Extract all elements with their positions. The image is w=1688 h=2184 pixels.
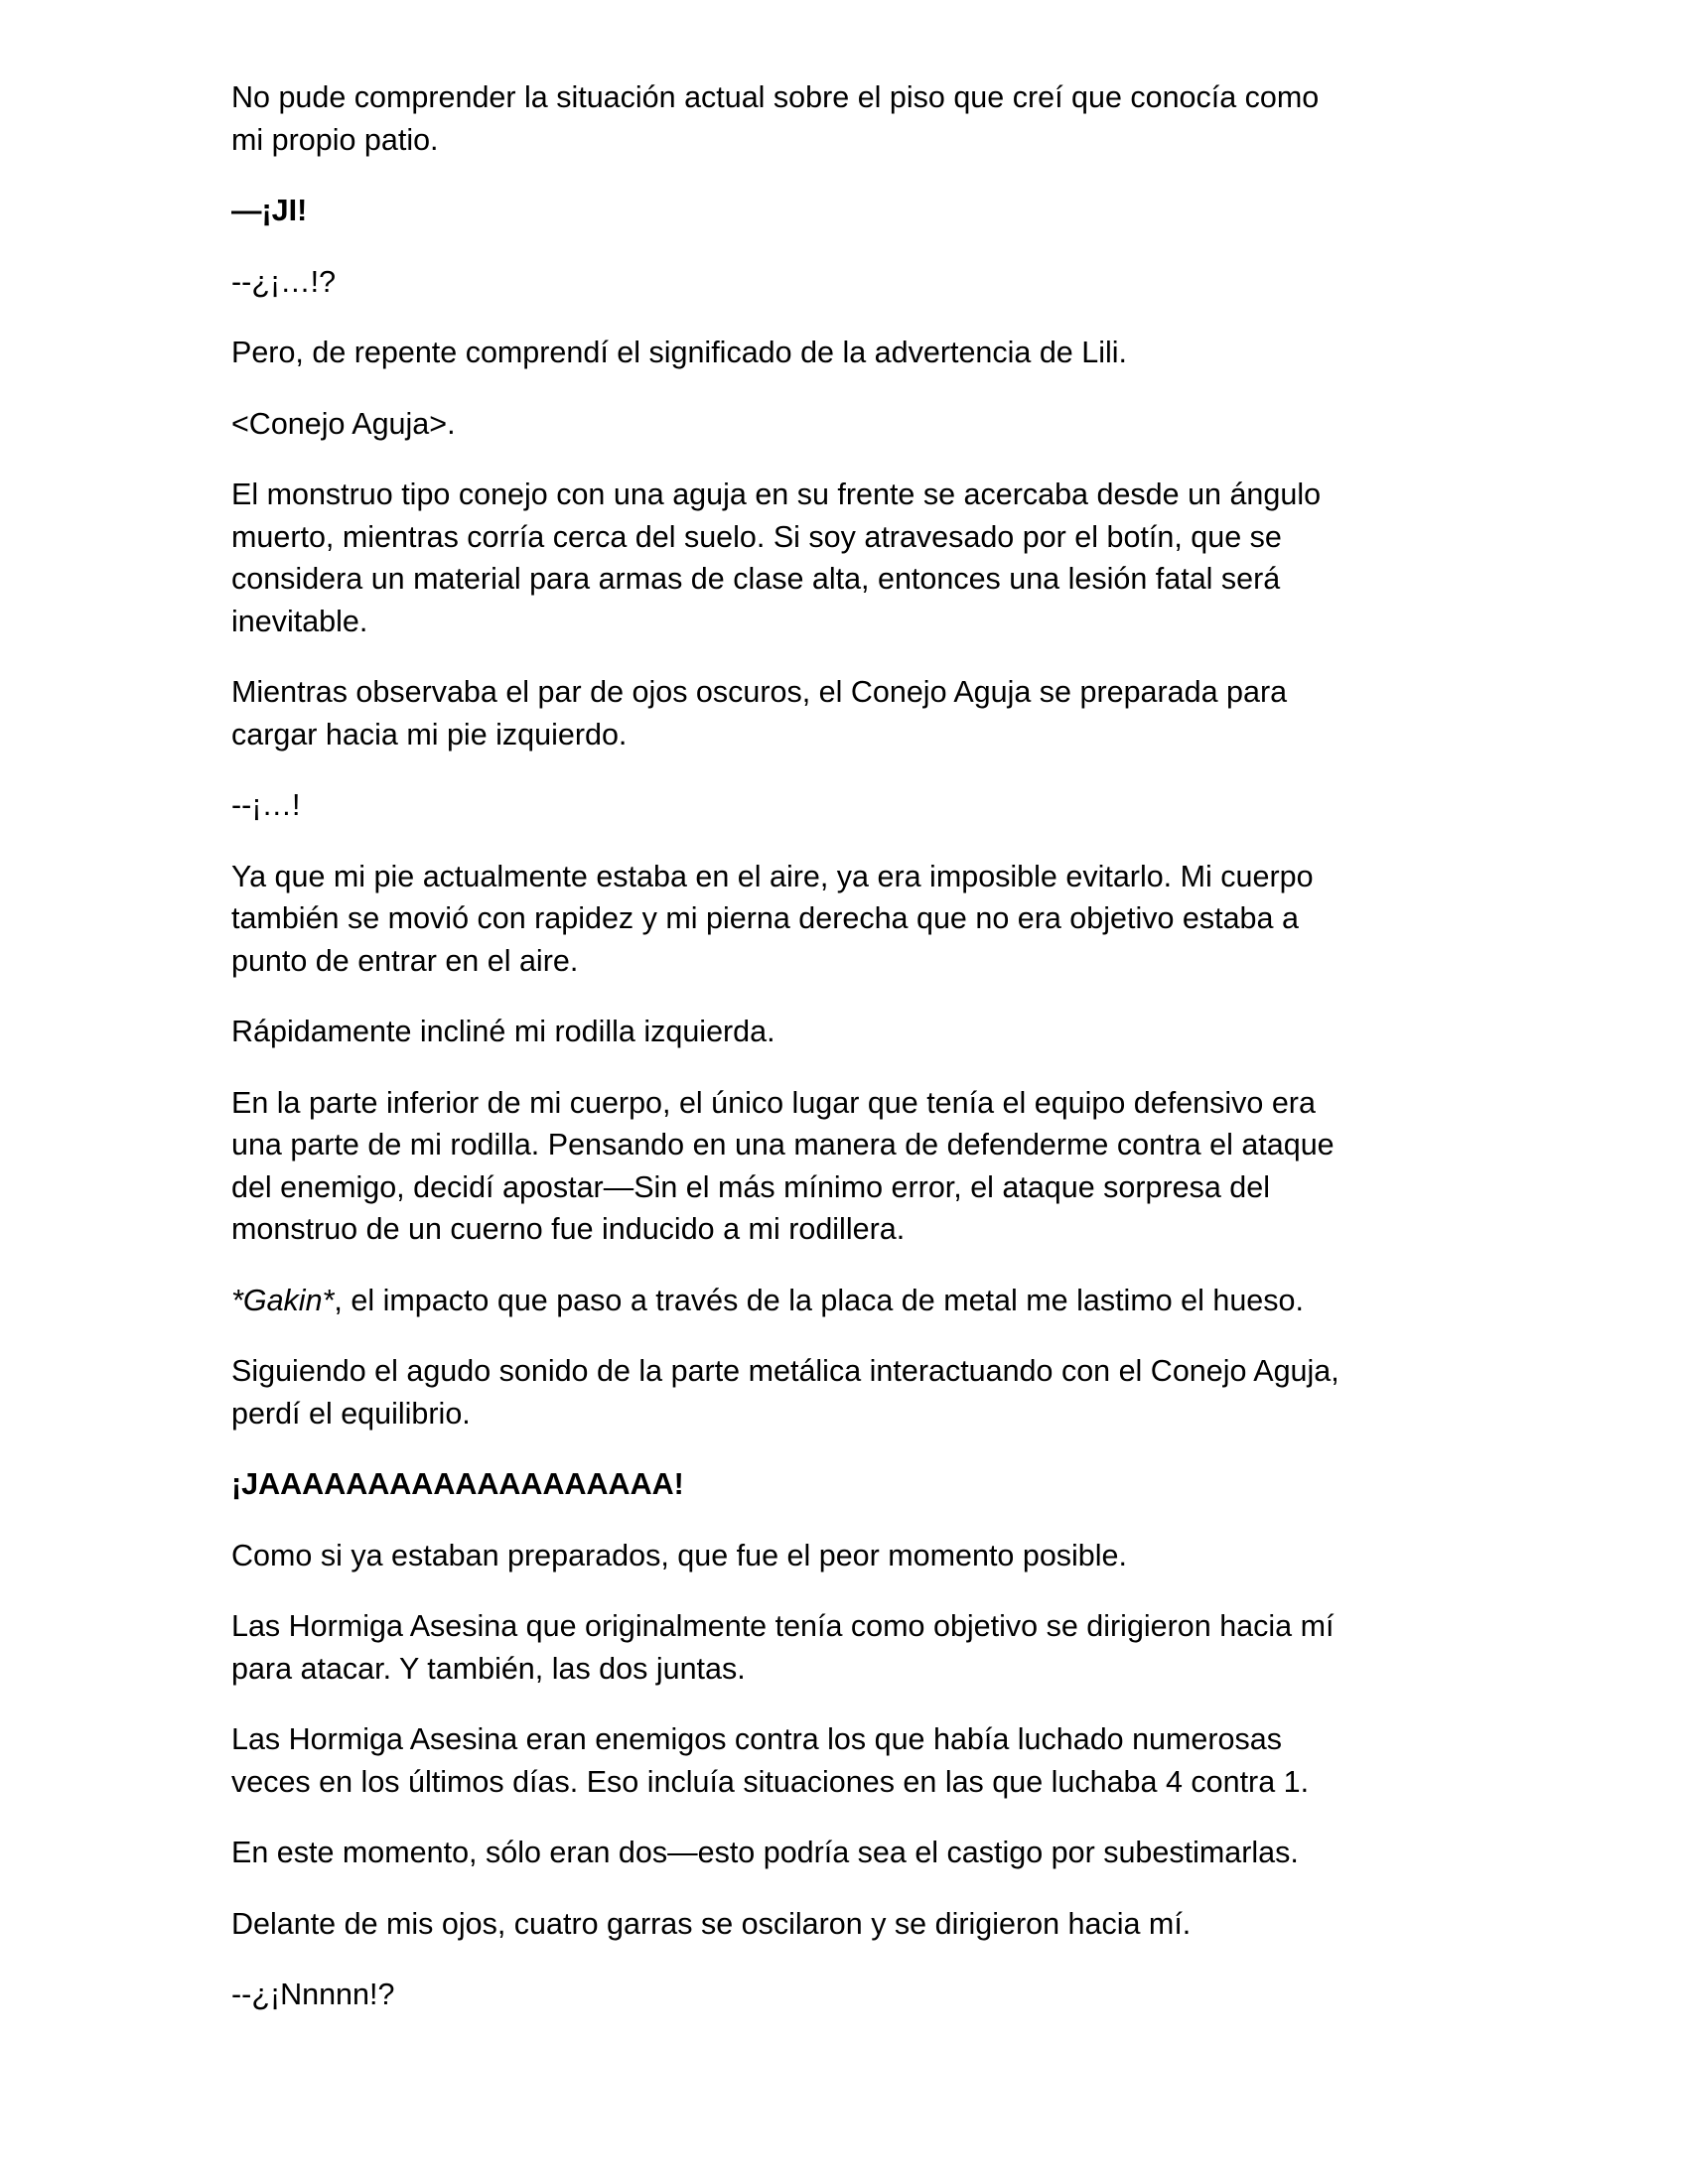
paragraph: Como si ya estaban preparados, que fue el peor momento posible. [231, 1538, 1127, 1572]
text-line: perdí el equilibrio. [231, 1396, 471, 1431]
paragraph: <Conejo Aguja>. [231, 406, 456, 441]
paragraph [231, 1350, 1473, 1434]
text-line: Ya que mi pie actualmente estaba en el aire, ya era imposible evitarlo. Mi cuerpo [231, 859, 1314, 893]
text-line: para atacar. Y también, las dos juntas. [231, 1651, 746, 1686]
paragraph [231, 76, 1473, 161]
text-line: monstruo de un cuerno fue inducido a mi rodillera. [231, 1212, 906, 1246]
text-line: No pude comprender la situación actual sobre el piso que creí que conocía como [231, 80, 1320, 114]
paragraph [231, 671, 1473, 755]
text-line: Las Hormiga Asesina eran enemigos contra los que había luchado numerosas [231, 1722, 1282, 1756]
paragraph: --¿¡Nnnnn!? [231, 1978, 395, 2011]
paragraph [231, 474, 1473, 642]
paragraph [231, 1082, 1473, 1251]
text-line: del enemigo, decidí apostar—Sin el más mínimo error, el ataque sorpresa del [231, 1169, 1271, 1204]
paragraph: Rápidamente incliné mi rodilla izquierda. [231, 1015, 775, 1048]
sound-effect-text: *Gakin* [231, 1283, 335, 1317]
paragraph: Pero, de repente comprendí el significado de la advertencia de Lili. [231, 336, 1127, 369]
text-line: considera un material para armas de clase alta, entonces una lesión fatal será [231, 562, 1281, 596]
paragraph [231, 1280, 1473, 1322]
paragraph: En este momento, sólo eran dos—esto podría sea el castigo por subestimarlas. [231, 1836, 1299, 1869]
text-run: , el impacto que paso a través de la placa de metal me lastimo el hueso. [334, 1283, 1304, 1317]
paragraph: Delante de mis ojos, cuatro garras se oscilaron y se dirigieron hacia mí. [231, 1906, 1192, 1941]
paragraph: --¿¡…!? [231, 264, 337, 299]
paragraph [231, 1605, 1473, 1690]
text-line: muerto, mientras corría cerca del suelo. Si soy atravesado por el botín, que se [231, 519, 1282, 554]
text-line: Siguiendo el agudo sonido de la parte metálica interactuando con el Conejo Aguja, [231, 1354, 1339, 1388]
paragraph [231, 1718, 1473, 1803]
text-line: En la parte inferior de mi cuerpo, el único lugar que tenía el equipo defensivo era [231, 1085, 1316, 1120]
text-line: cargar hacia mi pie izquierdo. [231, 717, 628, 751]
text-line: una parte de mi rodilla. Pensando en una manera de defenderme contra el ataque [231, 1128, 1335, 1161]
exclamation-paragraph: ¡JAAAAAAAAAAAAAAAAAAA! [231, 1467, 684, 1501]
text-line: El monstruo tipo conejo con una aguja en su frente se acercaba desde un ángulo [231, 478, 1322, 511]
text-line: mi propio patio. [231, 122, 439, 157]
text-line: veces en los últimos días. Eso incluía situaciones en las que luchaba 4 contra 1. [231, 1764, 1310, 1799]
document-page [231, 76, 1473, 2045]
exclamation-paragraph: —¡JI! [231, 194, 308, 227]
paragraph [231, 856, 1473, 983]
text-line: inevitable. [231, 604, 368, 638]
text-line: Las Hormiga Asesina que originalmente tenía como objetivo se dirigieron hacia mí [231, 1609, 1335, 1643]
paragraph: --¡…! [231, 788, 301, 822]
text-line: punto de entrar en el aire. [231, 943, 579, 978]
text-line: también se movió con rapidez y mi pierna derecha que no era objetivo estaba a [231, 901, 1299, 935]
text-line: Mientras observaba el par de ojos oscuros, el Conejo Aguja se preparada para [231, 675, 1288, 709]
